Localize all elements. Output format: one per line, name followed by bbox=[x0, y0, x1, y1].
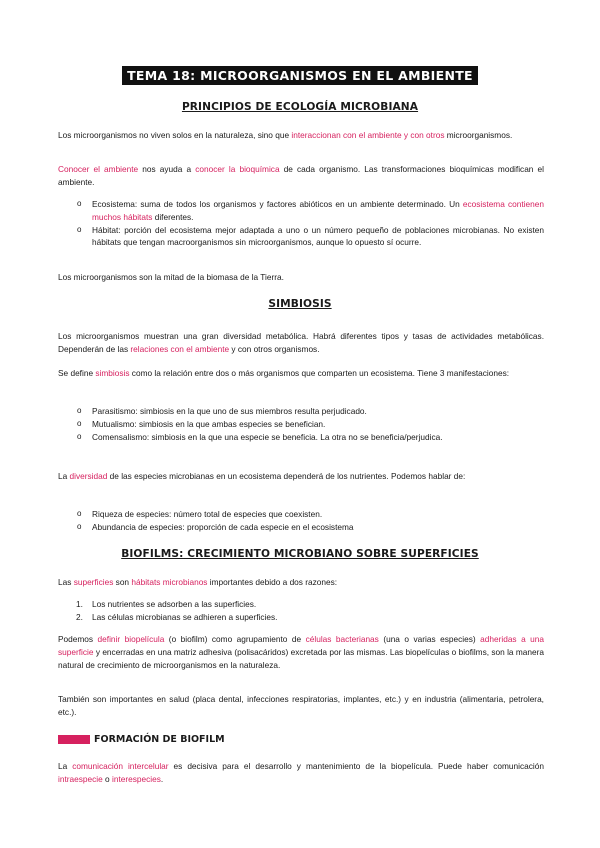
section-heading-biofilms: BIOFILMS: CRECIMIENTO MICROBIANO SOBRE SUPERFICIES bbox=[121, 548, 479, 560]
subsection-heading bbox=[58, 733, 225, 745]
paragraph: La diversidad de las especies microbianas en un ecosistema dependerá de los nutrientes. Podemos hablar de: bbox=[58, 471, 466, 481]
list-item: o Parasitismo: simbiosis en la que uno de sus miembros resulta perjudicado. bbox=[77, 406, 367, 416]
paragraph: Las superficies son hábitats microbianos importantes debido a dos razones: bbox=[58, 577, 338, 587]
paragraph: También son importantes en salud (placa dental, infecciones respiratorias, implantes, etc.) y en industria (alimentaria, petrolera, etc.). bbox=[58, 694, 544, 717]
list-item: o Comensalismo: simbiosis en la que una especie se beneficia. La otra no se beneficia/perjudica. bbox=[77, 431, 443, 442]
bullet-icon: o bbox=[77, 418, 82, 428]
bullet-list bbox=[58, 198, 544, 249]
section-heading-simbiosis: SIMBIOSIS bbox=[268, 298, 332, 310]
bullet-list bbox=[58, 508, 544, 534]
bullet-icon: o bbox=[77, 431, 82, 441]
bullet-icon: o bbox=[77, 521, 82, 531]
bullet-list bbox=[58, 405, 544, 443]
heading-accent-bar bbox=[58, 735, 90, 744]
title-container bbox=[0, 66, 600, 85]
list-item: 1. Los nutrientes se adsorben a las superficies. bbox=[76, 599, 257, 609]
bullet-icon: o bbox=[77, 509, 82, 518]
numbered-list bbox=[58, 598, 544, 624]
bullet-icon: o bbox=[77, 199, 82, 208]
list-item: o Ecosistema: suma de todos los organismos y factores abióticos en un ambiente determinado. Un ecosistema contienen muchos hábitats diferentes. bbox=[77, 199, 544, 222]
paragraph: Los microorganismos muestran una gran diversidad metabólica. Habrá diferentes tipos y tasas de actividades metabólicas. Dependerán de las relaciones con el ambiente y con otros organismos. bbox=[58, 331, 544, 354]
paragraph: Se define simbiosis como la relación entre dos o más organismos que comparten un ecosistema. Tiene 3 manifestaciones: bbox=[58, 368, 510, 378]
list-item: o Abundancia de especies: proporción de cada especie en el ecosistema bbox=[77, 521, 354, 532]
list-item: o Riqueza de especies: número total de especies que coexisten. bbox=[77, 509, 323, 519]
bullet-icon: o bbox=[77, 406, 82, 415]
list-item: o Mutualismo: simbiosis en la que ambas especies se benefician. bbox=[77, 418, 326, 429]
paragraph: Los microorganismos no viven solos en la naturaleza, sino que interaccionan con el ambiente y con otros microorganismos. bbox=[58, 130, 513, 140]
subsection-heading-text: FORMACIÓN DE BIOFILM bbox=[94, 733, 225, 745]
page-title: TEMA 18: MICROORGANISMOS EN EL AMBIENTE bbox=[122, 66, 478, 85]
list-item: o Hábitat: porción del ecosistema mejor adaptada a uno o un número pequeño de poblaciones microbianas. No existen hábitats que tengan macroorganismos sin microorganismos, aunque lo opuesto sí ocurre. bbox=[77, 224, 544, 248]
paragraph: Los microorganismos son la mitad de la biomasa de la Tierra. bbox=[58, 272, 284, 282]
paragraph: La comunicación intercelular es decisiva para el desarrollo y mantenimiento de la biopelícula. Puede haber comunicación intraespecie o interespecies. bbox=[58, 761, 544, 784]
paragraph: Podemos definir biopelícula (o biofilm) como agrupamiento de células bacterianas (una o varias especies) adheridas a una superficie y encerradas en una matriz adhesiva (polisacáridos) excretada por las mismas. Las biopelículas o biofilms, son la manera natural de crecimiento de microorganismos en la naturaleza. bbox=[58, 634, 545, 670]
paragraph: Conocer el ambiente nos ayuda a conocer la bioquímica de cada organismo. Las transformaciones bioquímicas modifican el ambiente. bbox=[58, 164, 544, 187]
bullet-icon: o bbox=[77, 224, 82, 234]
list-item: 2. Las células microbianas se adhieren a superficies. bbox=[76, 611, 278, 622]
section-heading-ecologia: PRINCIPIOS DE ECOLOGÍA MICROBIANA bbox=[181, 101, 419, 113]
